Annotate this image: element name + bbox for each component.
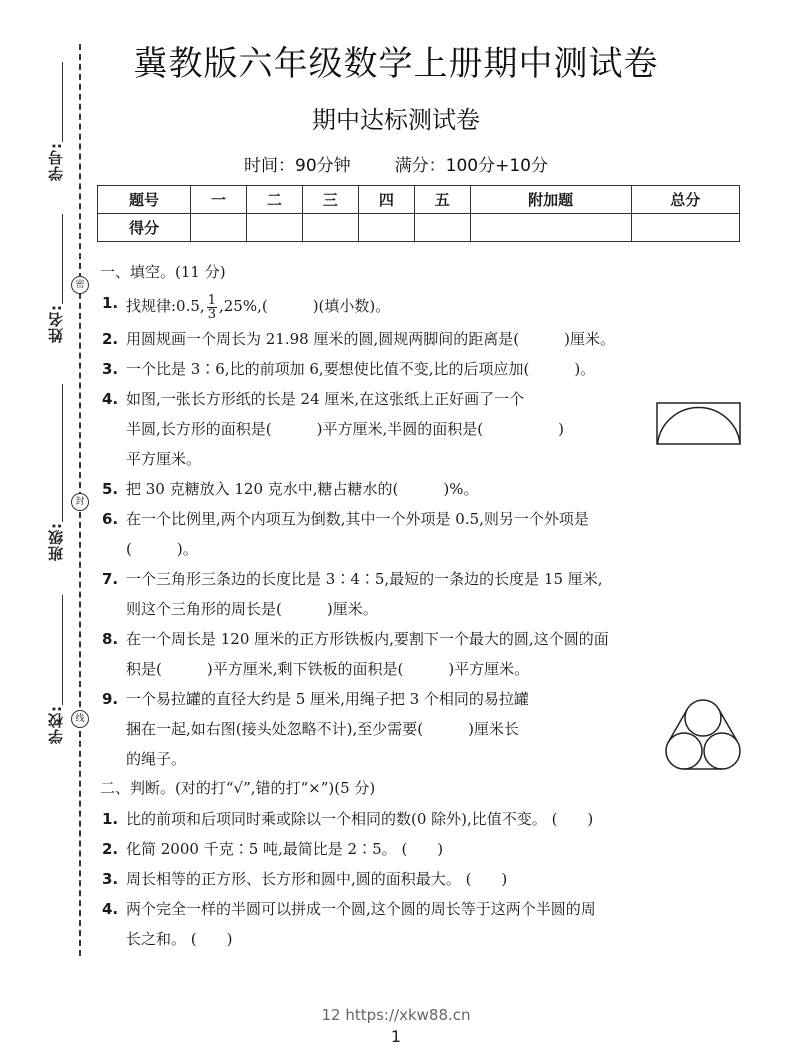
exam-full-score: 满分：100分+10分 — [394, 156, 548, 176]
question-2-1 — [100, 804, 745, 834]
question-text: 长之和。 — [126, 930, 187, 948]
question-2-3 — [100, 864, 745, 894]
page-number: 1 — [390, 1027, 402, 1046]
question-line: 积是( )平方厘米,剩下铁板的面积是( )平方厘米。 — [126, 660, 530, 678]
question-number: 1. — [102, 810, 119, 828]
school-label: 学校: — [46, 705, 65, 744]
class-label: 班级: — [46, 522, 65, 561]
score-input-cell[interactable] — [302, 214, 358, 242]
question-text: 周长相等的正方形、长方形和圆中,圆的面积最大。 — [126, 870, 461, 888]
question-line: 一个比是 3∶6,比的前项加 6,要想使比值不变,比的后项应加( )。 — [126, 360, 596, 378]
exam-content — [100, 258, 745, 954]
question-line: 在一个比例里,两个内项互为倒数,其中一个外项是 0.5,则另一个外项是 — [126, 510, 589, 528]
question-line: 半圆,长方形的面积是( )平方厘米,半圆的面积是( ) — [126, 420, 564, 438]
question-1-8 — [100, 624, 745, 684]
question-1-4 — [100, 384, 745, 474]
question-1-3 — [100, 354, 745, 384]
question-line: 一个易拉罐的直径大约是 5 厘米,用绳子把 3 个相同的易拉罐 — [126, 690, 529, 708]
score-table-cell: 四 — [358, 186, 414, 214]
question-2-4 — [100, 894, 745, 954]
score-table-header-row — [98, 186, 740, 214]
exam-meta — [0, 151, 792, 176]
answer-box[interactable]: ( ) — [551, 810, 594, 828]
question-text: 找规律:0.5, — [126, 297, 205, 315]
class-underline — [62, 384, 63, 522]
question-1-1 — [100, 288, 745, 324]
fraction-numerator: 1 — [207, 292, 216, 308]
question-1-7 — [100, 564, 745, 624]
section-heading-true-false: 二、判断。(对的打“√”,错的打“×”)(5 分) — [100, 779, 376, 797]
score-table-cell: 题号 — [98, 186, 191, 214]
question-line: 平方厘米。 — [126, 450, 202, 468]
student-name-field[interactable] — [40, 214, 70, 343]
score-table-cell: 三 — [302, 186, 358, 214]
fraction-one-third — [207, 294, 217, 321]
score-table-cell: 得分 — [98, 214, 191, 242]
question-number: 2. — [102, 840, 119, 858]
section-heading-fill-blank: 一、填空。(11 分) — [100, 263, 226, 281]
score-table-score-row — [98, 214, 740, 242]
question-line: 在一个周长是 120 厘米的正方形铁板内,要割下一个最大的圆,这个圆的面 — [126, 630, 609, 648]
score-input-cell[interactable] — [631, 214, 739, 242]
score-input-cell[interactable] — [358, 214, 414, 242]
school-underline — [62, 595, 63, 705]
question-line: 的绳子。 — [126, 750, 187, 768]
score-input-cell[interactable] — [191, 214, 247, 242]
question-line: 如图,一张长方形纸的长是 24 厘米,在这张纸上正好画了一个 — [126, 390, 525, 408]
score-table-cell: 附加题 — [470, 186, 631, 214]
question-number: 8. — [102, 630, 119, 648]
question-line: 捆在一起,如右图(接头处忽略不计),至少需要( )厘米长 — [126, 720, 519, 738]
answer-box[interactable]: ( ) — [401, 840, 444, 858]
exam-time: 时间：90分钟 — [244, 156, 351, 176]
question-line — [126, 804, 745, 834]
question-text: ,25%,( )(填小数)。 — [218, 297, 391, 315]
seal-feng-icon: 封 — [71, 493, 89, 511]
class-field[interactable] — [40, 384, 70, 561]
seal-mi-icon: 密 — [71, 276, 89, 294]
question-line: 则这个三角形的周长是( )厘米。 — [126, 600, 378, 618]
school-field[interactable] — [40, 595, 70, 744]
score-table-cell: 五 — [414, 186, 470, 214]
question-1-5 — [100, 474, 745, 504]
score-input-cell[interactable] — [470, 214, 631, 242]
question-line: 用圆规画一个周长为 21.98 厘米的圆,圆规两脚间的距离是( )厘米。 — [126, 330, 615, 348]
question-number: 2. — [102, 330, 119, 348]
question-number: 5. — [102, 480, 119, 498]
question-line — [126, 864, 745, 894]
score-input-cell[interactable] — [414, 214, 470, 242]
footer-source-url: 12 https://xkw88.cn — [321, 1006, 471, 1024]
question-text: 比的前项和后项同时乘或除以一个相同的数(0 除外),比值不变。 — [126, 810, 547, 828]
score-input-cell[interactable] — [246, 214, 302, 242]
score-table — [97, 185, 740, 242]
question-1-9 — [100, 684, 745, 774]
question-number: 4. — [102, 900, 119, 918]
question-2-2 — [100, 834, 745, 864]
fraction-denominator: 3 — [207, 306, 216, 322]
question-text: 化简 2000 千克∶5 吨,最简比是 2∶5。 — [126, 840, 397, 858]
score-table-cell: 二 — [246, 186, 302, 214]
question-number: 6. — [102, 510, 119, 528]
question-line: ( )。 — [126, 540, 198, 558]
student-name-underline — [62, 214, 63, 304]
score-table-cell: 一 — [191, 186, 247, 214]
question-line — [126, 288, 745, 324]
question-number: 4. — [102, 390, 119, 408]
question-line — [126, 834, 745, 864]
student-id-label: 学号: — [46, 142, 65, 181]
question-number: 1. — [102, 294, 119, 312]
question-line: 一个三角形三条边的长度比是 3∶4∶5,最短的一条边的长度是 15 厘米, — [126, 570, 603, 588]
seal-xian-icon: 线 — [71, 710, 89, 728]
question-number: 3. — [102, 870, 119, 888]
answer-box[interactable]: ( ) — [465, 870, 508, 888]
question-line: 两个完全一样的半圆可以拼成一个圆,这个圆的周长等于这两个半圆的周 — [126, 900, 596, 918]
question-number: 7. — [102, 570, 119, 588]
student-name-label: 姓名: — [46, 304, 65, 343]
page-subtitle: 期中达标测试卷 — [312, 106, 480, 134]
question-number: 9. — [102, 690, 119, 708]
page-title: 冀教版六年级数学上册期中测试卷 — [133, 44, 659, 84]
question-1-6 — [100, 504, 745, 564]
question-line: 把 30 克糖放入 120 克水中,糖占糖水的( )%。 — [126, 480, 479, 498]
three-cans-bundled-figure — [663, 696, 743, 774]
question-number: 3. — [102, 360, 119, 378]
question-line — [126, 924, 745, 954]
answer-box[interactable]: ( ) — [190, 930, 233, 948]
score-table-cell: 总分 — [631, 186, 739, 214]
semicircle-in-rectangle-figure — [656, 402, 742, 446]
question-1-2 — [100, 324, 745, 354]
